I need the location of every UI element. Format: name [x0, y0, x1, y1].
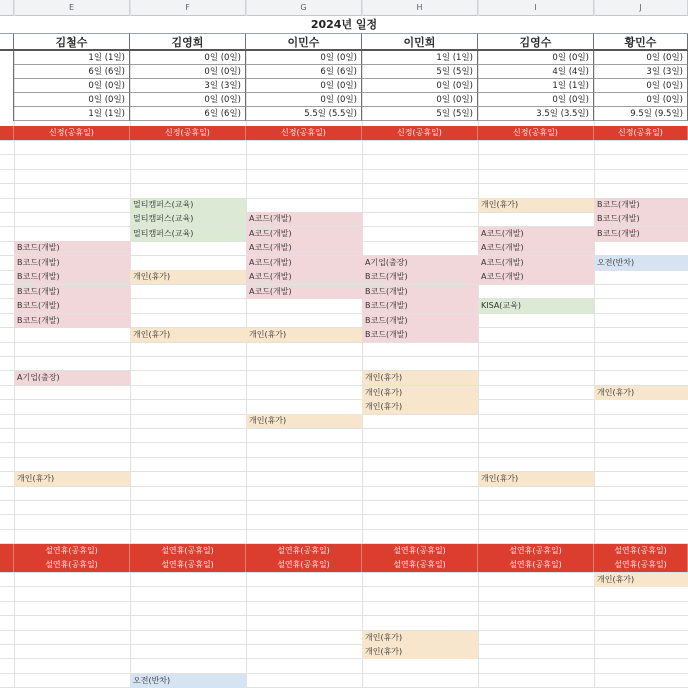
holiday-seollal-cell[interactable]: 설연휴(공휴일)	[362, 544, 478, 558]
event-cell[interactable]: B코드(개발)	[14, 285, 130, 299]
row-stub[interactable]	[0, 51, 14, 121]
stat-cell[interactable]: 0일 (0일)	[130, 93, 246, 107]
grid-line	[0, 356, 688, 357]
event-cell[interactable]: 개인(휴가)	[246, 328, 362, 342]
holiday-band-stub[interactable]	[0, 544, 14, 558]
event-cell[interactable]: B코드(개발)	[594, 198, 688, 212]
holiday-seollal-cell[interactable]: 설연휴(공휴일)	[14, 558, 130, 572]
person-header-leeminsu[interactable]: 이민수	[246, 34, 362, 51]
holiday-band-stub[interactable]	[0, 126, 14, 140]
event-cell[interactable]: A코드(개발)	[246, 241, 362, 255]
grid-line	[0, 601, 688, 602]
event-cell[interactable]: B코드(개발)	[14, 299, 130, 313]
row-stub[interactable]	[0, 34, 14, 51]
stat-cell[interactable]: 3.5일 (3.5일)	[478, 107, 594, 121]
event-cell[interactable]: A코드(개발)	[246, 256, 362, 270]
holiday-seollal-cell[interactable]: 설연휴(공휴일)	[246, 544, 362, 558]
event-cell[interactable]: A코드(개발)	[246, 227, 362, 241]
holiday-seollal-cell[interactable]: 설연휴(공휴일)	[594, 558, 688, 572]
person-header-hwangminsu[interactable]: 황민수	[594, 34, 688, 51]
grid-line	[0, 572, 688, 573]
stat-cell[interactable]: 0일 (0일)	[246, 79, 362, 93]
grid-line	[0, 500, 688, 501]
column-header-j[interactable]: J	[594, 0, 688, 16]
grid-line	[0, 529, 688, 530]
event-cell[interactable]: A코드(개발)	[478, 256, 594, 270]
stat-cell[interactable]: 9.5일 (9.5일)	[594, 107, 688, 121]
stat-cell[interactable]: 1일 (1일)	[14, 107, 130, 121]
event-cell[interactable]: A코드(개발)	[478, 270, 594, 284]
grid-line	[0, 644, 688, 645]
stat-cell[interactable]: 5일 (5일)	[362, 65, 478, 79]
grid-line	[0, 428, 688, 429]
stat-cell[interactable]: 0일 (0일)	[594, 93, 688, 107]
event-cell[interactable]: A코드(개발)	[478, 227, 594, 241]
event-cell[interactable]: 개인(휴가)	[130, 328, 246, 342]
person-header-leeminhee[interactable]: 이민희	[362, 34, 478, 51]
event-cell[interactable]: 개인(휴가)	[14, 472, 130, 486]
grid-line	[0, 183, 688, 184]
grid-line	[0, 169, 688, 170]
stat-cell[interactable]: 0일 (0일)	[478, 51, 594, 65]
stat-cell[interactable]: 0일 (0일)	[246, 51, 362, 65]
grid-line	[0, 586, 688, 587]
holiday-seollal-cell[interactable]: 설연휴(공휴일)	[594, 544, 688, 558]
grid-line	[0, 673, 688, 674]
holiday-seollal-cell[interactable]: 설연휴(공휴일)	[130, 544, 246, 558]
event-cell[interactable]: 오전(반차)	[594, 256, 688, 270]
grid-line	[0, 514, 688, 515]
stat-cell[interactable]: 1일 (1일)	[362, 51, 478, 65]
person-header-kimyounghee[interactable]: 김영희	[130, 34, 246, 51]
holiday-band-stub[interactable]	[0, 558, 14, 572]
stat-cell[interactable]: 0일 (0일)	[246, 93, 362, 107]
column-header-g[interactable]: G	[246, 0, 362, 16]
grid-line	[0, 630, 688, 631]
event-cell[interactable]: 오전(반차)	[130, 674, 246, 688]
grid-line	[0, 658, 688, 659]
event-cell[interactable]: 개인(휴가)	[246, 414, 362, 428]
event-cell[interactable]: B코드(개발)	[362, 328, 478, 342]
stat-cell[interactable]: 0일 (0일)	[14, 93, 130, 107]
grid-line	[0, 140, 688, 141]
event-cell[interactable]: A코드(개발)	[246, 212, 362, 226]
event-cell[interactable]: A코드(개발)	[246, 285, 362, 299]
column-header-e[interactable]: E	[14, 0, 130, 16]
event-cell[interactable]: B코드(개발)	[362, 299, 478, 313]
stat-cell[interactable]: 3일 (3일)	[130, 79, 246, 93]
schedule-title[interactable]: 2024년 일정	[0, 16, 688, 34]
holiday-newyear-cell[interactable]: 신정(공휴일)	[594, 126, 688, 140]
event-cell[interactable]: 개인(휴가)	[362, 645, 478, 659]
column-header-f[interactable]: F	[130, 0, 246, 16]
person-header-kimyoungsu[interactable]: 김영수	[478, 34, 594, 51]
event-cell[interactable]: 멀티캠퍼스(교육)	[130, 227, 246, 241]
event-cell[interactable]: 개인(휴가)	[594, 573, 688, 587]
stat-cell[interactable]: 0일 (0일)	[594, 79, 688, 93]
grid-line	[0, 342, 688, 343]
event-cell[interactable]: 개인(휴가)	[362, 386, 478, 400]
event-cell[interactable]: 개인(휴가)	[362, 631, 478, 645]
stat-cell[interactable]: 0일 (0일)	[130, 51, 246, 65]
event-cell[interactable]: B코드(개발)	[362, 270, 478, 284]
event-cell[interactable]: B코드(개발)	[594, 212, 688, 226]
stat-cell[interactable]: 5.5일 (5.5일)	[246, 107, 362, 121]
grid-line	[0, 385, 688, 386]
stat-cell[interactable]: 4일 (4일)	[478, 65, 594, 79]
event-cell[interactable]: B코드(개발)	[14, 314, 130, 328]
event-cell[interactable]: 개인(휴가)	[478, 472, 594, 486]
event-cell[interactable]: 개인(휴가)	[362, 400, 478, 414]
holiday-newyear-cell[interactable]: 신정(공휴일)	[478, 126, 594, 140]
stat-cell[interactable]: 6일 (6일)	[14, 65, 130, 79]
holiday-seollal-cell[interactable]: 설연휴(공휴일)	[478, 544, 594, 558]
stat-cell[interactable]: 3일 (3일)	[594, 65, 688, 79]
stat-cell[interactable]: 0일 (0일)	[362, 79, 478, 93]
holiday-newyear-cell[interactable]: 신정(공휴일)	[246, 126, 362, 140]
grid-line	[0, 615, 688, 616]
column-header-d[interactable]	[0, 0, 14, 16]
holiday-newyear-cell[interactable]: 신정(공휴일)	[14, 126, 130, 140]
event-cell[interactable]: 개인(휴가)	[478, 198, 594, 212]
stat-cell[interactable]: 1일 (1일)	[14, 51, 130, 65]
holiday-seollal-cell[interactable]: 설연휴(공휴일)	[130, 558, 246, 572]
event-cell[interactable]: 개인(휴가)	[594, 386, 688, 400]
holiday-seollal-cell[interactable]: 설연휴(공휴일)	[246, 558, 362, 572]
event-cell[interactable]: B코드(개발)	[14, 256, 130, 270]
event-cell[interactable]: B코드(개발)	[14, 241, 130, 255]
event-cell[interactable]: 개인(휴가)	[130, 270, 246, 284]
person-header-kimcheolsu[interactable]: 김철수	[14, 34, 130, 51]
event-cell[interactable]: 개인(휴가)	[362, 371, 478, 385]
column-header-i[interactable]: I	[478, 0, 594, 16]
stat-cell[interactable]: 0일 (0일)	[130, 65, 246, 79]
grid-line	[0, 486, 688, 487]
event-cell[interactable]: B코드(개발)	[14, 270, 130, 284]
event-cell[interactable]: KISA(교육)	[478, 299, 594, 313]
event-cell[interactable]: 멀티캠퍼스(교육)	[130, 198, 246, 212]
stat-cell[interactable]: 6일 (6일)	[130, 107, 246, 121]
event-cell[interactable]: A코드(개발)	[478, 241, 594, 255]
grid-line	[0, 154, 688, 155]
grid-line	[0, 399, 688, 400]
grid-line	[0, 442, 688, 443]
holiday-seollal-cell[interactable]: 설연휴(공휴일)	[362, 558, 478, 572]
holiday-seollal-cell[interactable]: 설연휴(공휴일)	[478, 558, 594, 572]
grid-line	[0, 457, 688, 458]
holiday-seollal-cell[interactable]: 설연휴(공휴일)	[14, 544, 130, 558]
stat-cell[interactable]: 0일 (0일)	[594, 51, 688, 65]
event-cell[interactable]: B코드(개발)	[362, 285, 478, 299]
event-cell[interactable]: A코드(개발)	[246, 270, 362, 284]
event-cell[interactable]: A기업(출장)	[362, 256, 478, 270]
stat-cell[interactable]: 5일 (5일)	[362, 107, 478, 121]
event-cell[interactable]: 멀티캠퍼스(교육)	[130, 212, 246, 226]
stat-cell[interactable]: 0일 (0일)	[362, 93, 478, 107]
holiday-newyear-cell[interactable]: 신정(공휴일)	[362, 126, 478, 140]
event-cell[interactable]: B코드(개발)	[594, 227, 688, 241]
stat-cell[interactable]: 1일 (1일)	[478, 79, 594, 93]
stat-cell[interactable]: 0일 (0일)	[14, 79, 130, 93]
holiday-newyear-cell[interactable]: 신정(공휴일)	[130, 126, 246, 140]
stat-cell[interactable]: 0일 (0일)	[478, 93, 594, 107]
column-header-h[interactable]: H	[362, 0, 478, 16]
event-cell[interactable]: A기업(출장)	[14, 371, 130, 385]
stat-cell[interactable]: 6일 (6일)	[246, 65, 362, 79]
event-cell[interactable]: B코드(개발)	[362, 314, 478, 328]
